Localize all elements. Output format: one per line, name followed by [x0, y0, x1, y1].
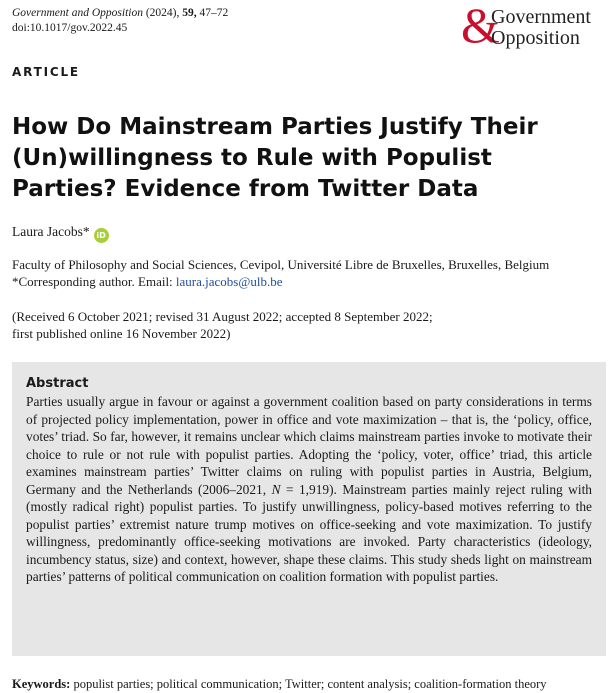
abstract-text-part-2: = 1,919). Mainstream parties mainly reject ruling with (mostly radical right) populist parties. To justify unwillingness, policy-based motives referring to the populist parties’ extremist nature trump motives on office-seeking and vote maximization. To justify willingness, predominantly office-seeking motivations are invoked. Party characteristics (ideology, incumbency status, size) and context, however, shape these claims. This study sheds light on mainstream parties’ patterns of political communication on coalition formation with populist parties. — [26, 481, 592, 584]
logo-word-government: Government — [491, 6, 591, 28]
author-name[interactable]: Laura Jacobs* — [12, 224, 90, 239]
doi[interactable]: doi:10.1017/gov.2022.45 — [12, 22, 128, 34]
page-range: 47–72 — [199, 7, 229, 19]
citation-line — [12, 6, 228, 21]
affiliation-line: Faculty of Philosophy and Social Sciences, Cevipol, Université Libre de Bruxelles, Bruxelles, Belgium — [12, 257, 550, 272]
abstract-box — [12, 362, 606, 656]
keywords-label: Keywords: — [12, 677, 71, 691]
abstract-text-part-1: Parties usually argue in favour or against a government coalition based on party considerations in terms of projected policy implementation, power in office and vote maximization – that is, the ‘policy, office, votes’ triad. So far, however, it remains unclear which claims mainstream parties invoke to motivate their choice to rule or not rule with populist parties. Adopting the ‘policy, voter, office’ triad, this article examines mainstream parties’ Twitter claims on ruling with populist parties in Austria, Belgium, Germany and the Netherlands (2006–2021, — [26, 394, 592, 497]
article-title: How Do Mainstream Parties Justify Their (Un)willingness to Rule with Populist Parties? Evidence from Twitter Data — [12, 114, 538, 202]
journal-logo — [461, 0, 606, 53]
author-line — [12, 224, 109, 243]
orcid-icon[interactable]: iD — [94, 228, 109, 243]
keywords-line — [12, 676, 610, 692]
corresponding-prefix: *Corresponding author. Email: — [12, 274, 176, 289]
article-type-label: ARTICLE — [12, 65, 80, 79]
logo-word-opposition: Opposition — [491, 27, 580, 49]
citation-block — [12, 6, 228, 36]
logo-ampersand: & — [461, 0, 500, 53]
abstract-heading: Abstract — [26, 376, 89, 391]
publication-history — [12, 308, 602, 342]
affiliation-block — [12, 256, 602, 290]
corresponding-author-line — [12, 273, 602, 290]
history-line-2: first published online 16 November 2022) — [12, 326, 231, 341]
publication-year: (2024), — [145, 7, 180, 19]
volume-number: 59, — [182, 7, 197, 19]
abstract-text — [26, 393, 592, 586]
keywords-text: populist parties; political communication; Twitter; content analysis; coalition-formation theory — [73, 677, 547, 691]
n-symbol: N — [271, 481, 281, 497]
email-link[interactable]: laura.jacobs@ulb.be — [175, 274, 283, 289]
history-line-1: (Received 6 October 2021; revised 31 August 2022; accepted 8 September 2022; — [12, 309, 433, 324]
journal-name: Government and Opposition — [12, 7, 143, 19]
